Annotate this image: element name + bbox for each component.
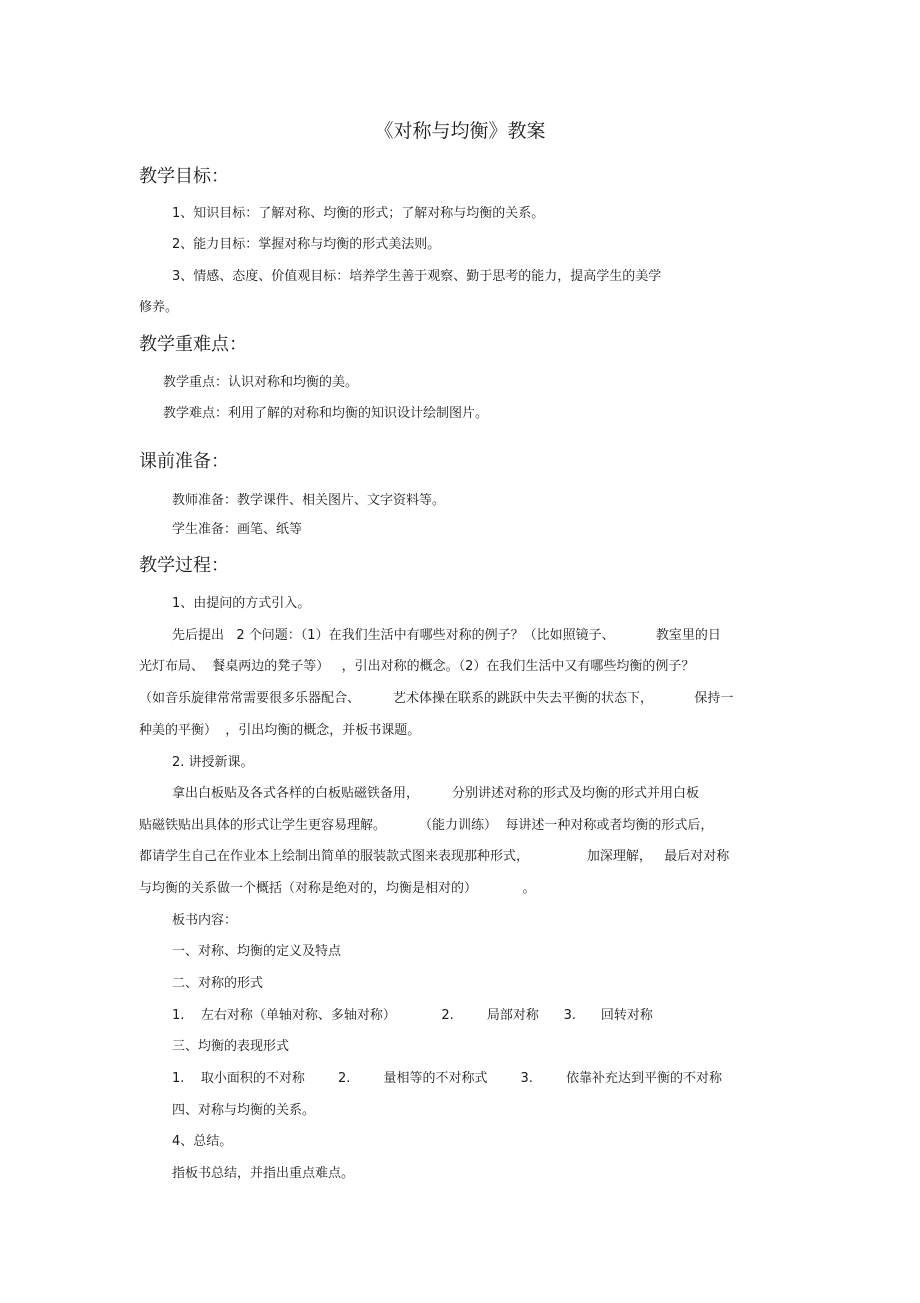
key-point-item: 教学难点：利用了解的对称和均衡的知识设计绘制图片。	[163, 406, 489, 421]
process-line: 都请学生自己在作业本上绘制出简单的服装款式图来表现那种形式， 加深理解， 最后对对称	[139, 849, 730, 864]
process-line: 指板书总结，并指出重点难点。	[172, 1166, 355, 1181]
goal-item: 3、情感、态度、价值观目标：培养学生善于观察、勤于思考的能力，提高学生的美学	[172, 269, 662, 284]
document-title: 《对称与均衡》教案	[374, 120, 546, 142]
process-line: 光灯布局、 餐桌两边的凳子等） ，引出对称的概念。（2）在我们生活中又有哪些均衡的例子？	[139, 659, 695, 674]
process-line: 与均衡的关系做一个概括（对称是绝对的，均衡是相对的） 。	[139, 881, 536, 896]
key-points-heading: 教学重难点：	[139, 334, 247, 355]
process-line: 先后提出 2 个问题：（1）在我们生活中有哪些对称的例子？（比如照镜子、 教室里的日	[172, 628, 721, 643]
process-line: 一、对称、均衡的定义及特点	[172, 944, 342, 959]
process-line: 三、均衡的表现形式	[172, 1039, 290, 1054]
process-line: 4、总结。	[172, 1134, 233, 1149]
process-line: 1、由提问的方式引入。	[172, 596, 311, 611]
process-line: 二、对称的形式	[172, 976, 264, 991]
goal-item-continuation: 修养。	[139, 300, 179, 315]
process-line: 拿出白板贴及各式各样的白板贴磁铁备用， 分别讲述对称的形式及均衡的形式并用白板	[172, 786, 700, 801]
preparation-item: 学生准备：画笔、纸等	[172, 522, 303, 537]
process-line: 板书内容：	[172, 913, 238, 928]
process-line: 贴磁铁贴出具体的形式让学生更容易理解。 （能力训练） 每讲述一种对称或者均衡的形式后，	[139, 818, 714, 833]
process-line: （如音乐旋律常常需要很多乐器配合、 艺术体操在联系的跳跃中失去平衡的状态下， 保持一	[139, 691, 734, 706]
process-heading: 教学过程：	[139, 555, 229, 576]
process-line: 四、对称与均衡的关系。	[172, 1103, 316, 1118]
goals-heading: 教学目标：	[139, 166, 229, 187]
process-line: 2. 讲授新课。	[172, 755, 254, 770]
goal-item: 1、知识目标：了解对称、均衡的形式；了解对称与均衡的关系。	[172, 206, 545, 221]
process-line: 1. 取小面积的不对称 2. 量相等的不对称式 3. 依靠补充达到平衡的不对称	[172, 1071, 722, 1086]
preparation-heading: 课前准备：	[139, 451, 229, 472]
goal-item: 2、能力目标：掌握对称与均衡的形式美法则。	[172, 237, 441, 252]
preparation-item: 教师准备：教学课件、相关图片、文字资料等。	[172, 493, 446, 508]
process-line: 种美的平衡） ，引出均衡的概念，并板书课题。	[139, 723, 421, 738]
process-line: 1. 左右对称（单轴对称、多轴对称） 2. 局部对称 3. 回转对称	[172, 1008, 653, 1023]
key-point-item: 教学重点：认识对称和均衡的美。	[163, 375, 359, 390]
